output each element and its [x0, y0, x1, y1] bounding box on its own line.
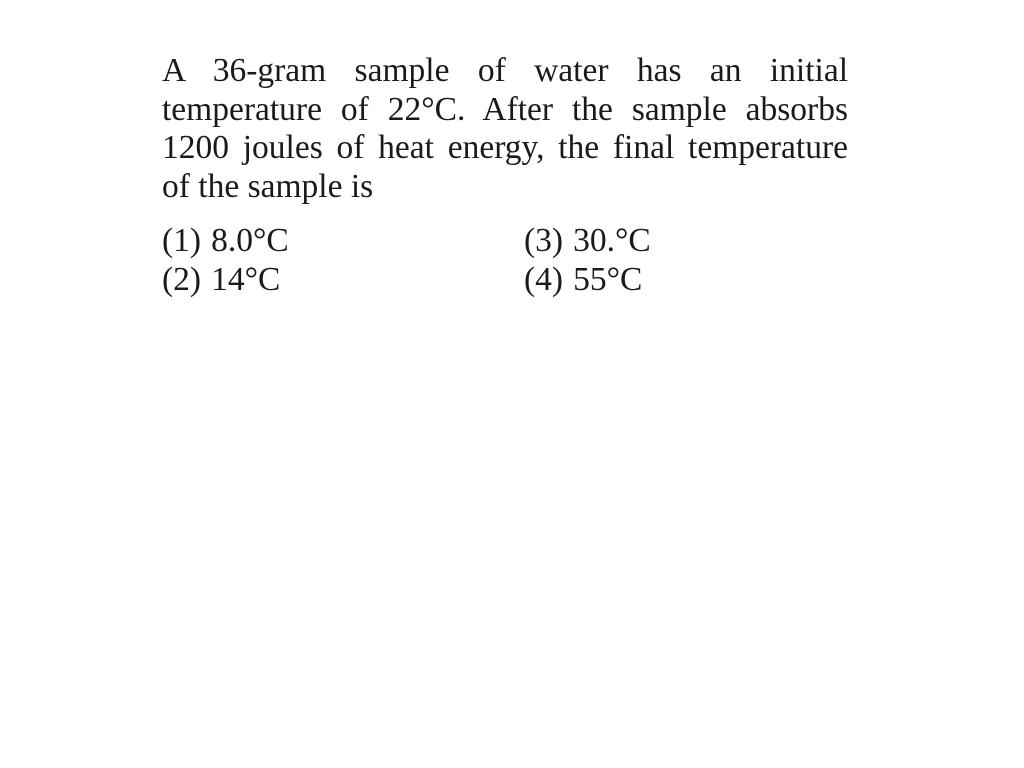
- question-stem: [162, 52, 848, 206]
- choice-4[interactable]: [524, 260, 642, 299]
- choice-number: (4): [524, 261, 564, 298]
- stem-line-2: temperature of 22°C. After the sample absorbs: [162, 90, 848, 128]
- stem-line-4: of the sample is: [162, 167, 374, 205]
- stem-line-1: A 36-gram sample of water has an initial: [162, 52, 848, 89]
- choice-row-2: [162, 260, 848, 299]
- choice-text: 14°C: [211, 261, 281, 298]
- choice-text: 55°C: [573, 261, 643, 298]
- choice-number: (3): [524, 222, 564, 259]
- choice-3[interactable]: [524, 221, 651, 260]
- stem-line-3: 1200 joules of heat energy, the final temperature: [162, 129, 848, 166]
- choice-1[interactable]: [162, 221, 289, 260]
- answer-choices: [162, 221, 848, 299]
- choice-number: (1): [162, 222, 202, 259]
- choice-2[interactable]: [162, 260, 280, 299]
- choice-number: (2): [162, 261, 202, 298]
- choice-row-1: [162, 221, 848, 260]
- choice-text: 8.0°C: [211, 222, 289, 259]
- choice-text: 30.°C: [573, 222, 651, 259]
